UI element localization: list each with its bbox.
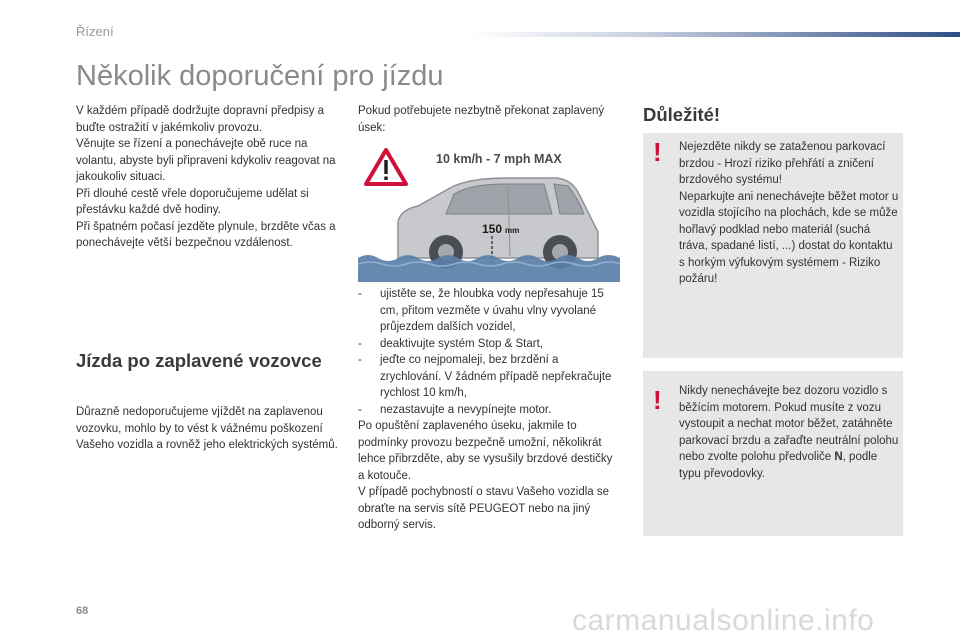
list-item: - deaktivujte systém Stop & Start,	[358, 336, 620, 353]
important-note-1	[643, 133, 903, 358]
paragraph: Věnujte se řízení a ponechávejte obě ruce na volantu, abyste byli připraveni kdykoliv reagovat na jakoukoliv situaci.	[76, 138, 336, 183]
speed-limit-label: 10 km/h - 7 mph MAX	[436, 152, 562, 166]
flooded-road-heading: Jízda po zaplavené vozovce	[76, 350, 322, 371]
header-section-title: Řízení	[76, 24, 114, 39]
depth-unit: mm	[505, 226, 520, 235]
note-text	[679, 383, 901, 482]
column-1-text	[76, 103, 346, 252]
column-2-instructions	[358, 286, 620, 534]
note-text-part: , podle typu převodovky.	[679, 451, 878, 480]
exclamation-icon: !	[653, 137, 662, 167]
gear-position-label: N	[834, 451, 843, 463]
paragraph: V případě pochybností o stavu Vašeho vozidla se obraťte na servis sítě PEUGEOT nebo na jiný odborný servis.	[358, 486, 610, 531]
instruction-list	[358, 286, 620, 418]
important-note-2	[643, 371, 903, 536]
paragraph: Po opuštění zaplaveného úseku, jakmile to podmínky provozu bezpečně umožní, několikrát lehce přibrzděte, aby se vysušily brzdové destičky a kotouče.	[358, 420, 613, 482]
paragraph: Při dlouhé cestě vřele doporučujeme udělat si přestávku každé dvě hodiny.	[76, 187, 309, 216]
exclamation-icon: !	[653, 385, 662, 415]
watermark: carmanualsonline.info	[572, 604, 875, 637]
page-title: Několik doporučení pro jízdu	[76, 60, 444, 92]
flooded-road-text: Důrazně nedoporučujeme vjíždět na zaplavenou vozovku, mohlo by to vést k vážnému poškození Vašeho vozidla a rovněž jeho elektrických systémů.	[76, 406, 338, 451]
note-text-part: Nikdy nenechávejte bez dozoru vozidlo s běžícím motorem. Pokud musíte z vozu vystoupit a nechat motor běžet, zatáhněte parkovací brzdu a zařaďte neutrální polohu nebo zvolte polohu předvoliče	[679, 385, 899, 463]
depth-value: 150	[482, 222, 503, 236]
note-text: Nejezděte nikdy se zataženou parkovací brzdou - Hrozí riziko přehřátí a zničení brzdového systému! Neparkujte ani nenechávejte běžet motor u vozidla stojícího na plochách, kde se může hořlavý podklad nebo materiál (suchá tráva, spadané listí, ...) dostat do kontaktu s horkým výfukovým systémem - Riziko požáru!	[679, 141, 899, 285]
list-item: - jeďte co nejpomaleji, bez brzdění a zrychlování. V žádném případě nepřekračujte rychlost 10 km/h,	[358, 352, 620, 402]
flooded-road-illustration	[358, 140, 620, 282]
page-number: 68	[76, 605, 89, 617]
paragraph: Při špatném počasí jezděte plynule, brzděte včas a ponechávejte větší bezpečnou vzdálenost.	[76, 220, 336, 249]
important-heading: Důležité!	[643, 104, 721, 125]
list-item: - ujistěte se, že hloubka vody nepřesahuje 15 cm, přitom vezměte v úvahu vlny vyvolané průjezdem dalších vozidel,	[358, 286, 620, 336]
list-item: - nezastavujte a nevypínejte motor.	[358, 402, 620, 419]
header-gradient-bar	[470, 32, 960, 37]
paragraph: V každém případě dodržujte dopravní předpisy a buďte ostražití v jakémkoliv provozu.	[76, 105, 325, 134]
column-2-intro: Pokud potřebujete nezbytně překonat zaplavený úsek:	[358, 105, 605, 134]
